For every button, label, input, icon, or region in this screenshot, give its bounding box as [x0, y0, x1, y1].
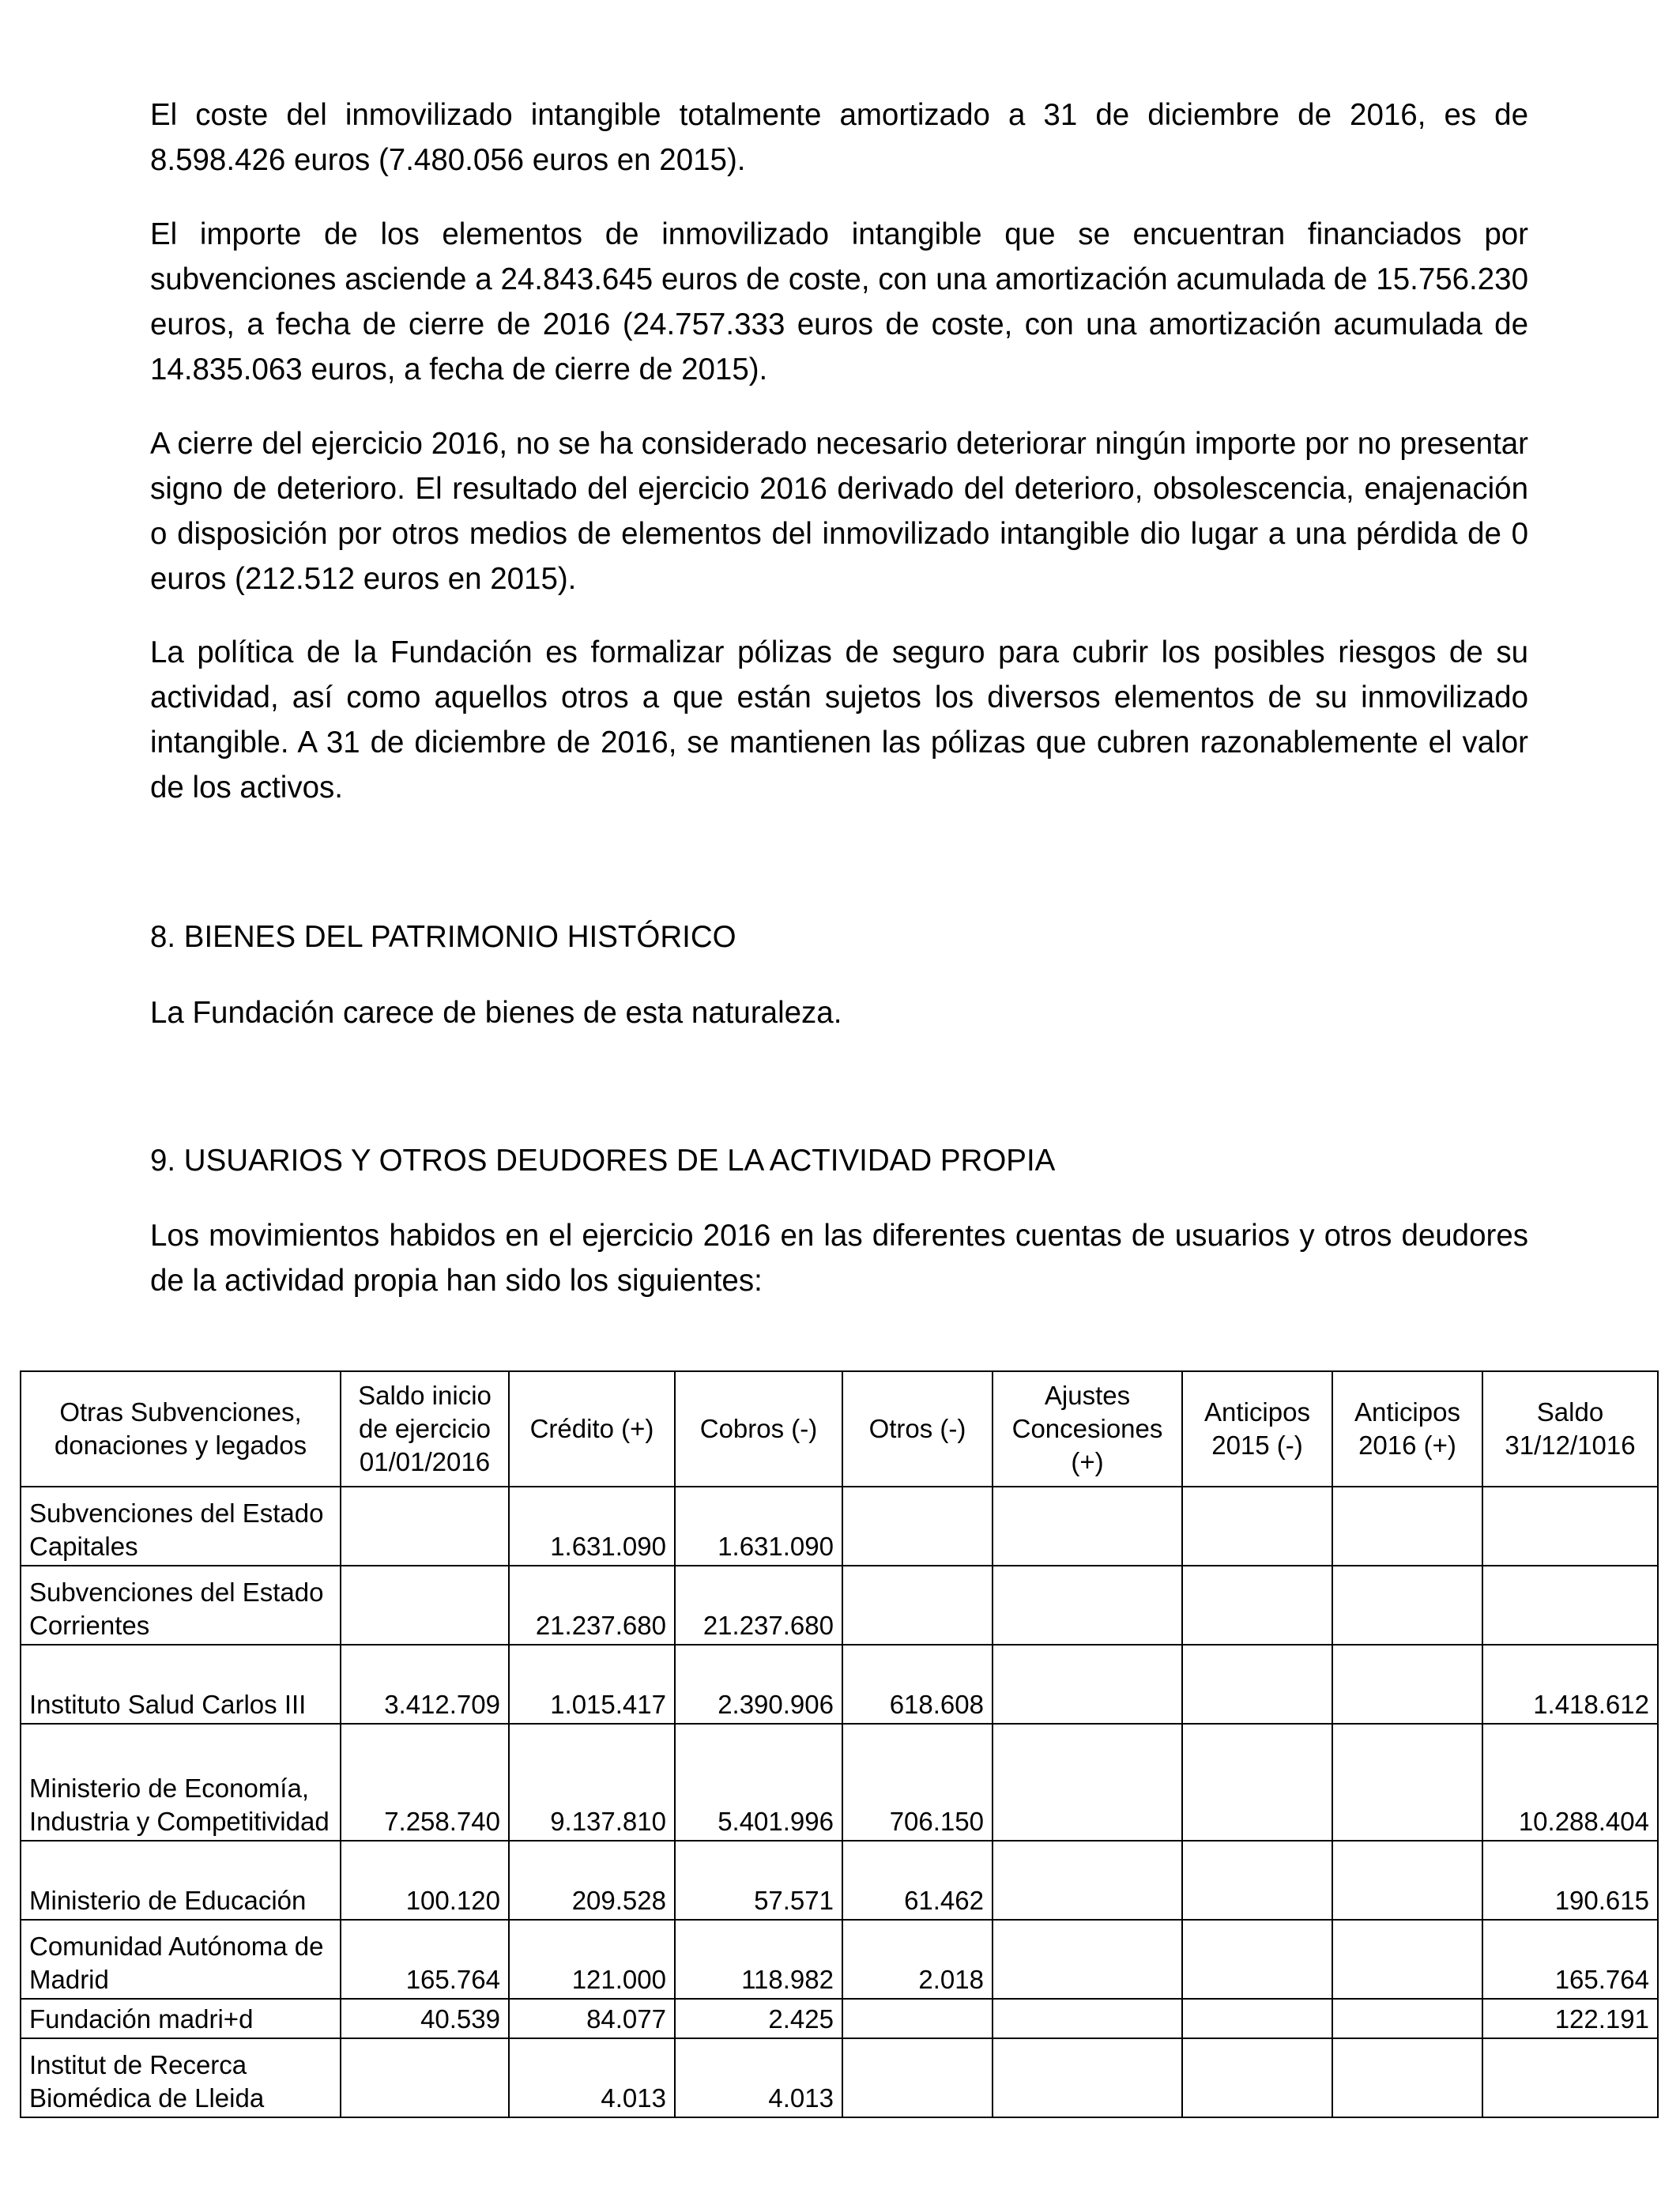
table-cell: [341, 1487, 509, 1566]
paragraph-subsidized-assets: [150, 212, 1528, 392]
paragraph-text: A cierre del ejercicio 2016, no se ha considerado necesario deteriorar ningún importe por no presentar signo de deterioro. El resultado del ejercicio 2016 derivado del deterioro, obsolescencia, enajenación o disposición por otros medios de elementos del inmovilizado intangible dio lugar a una pérdida de 0 euros (212.512 euros en 2015).: [150, 427, 1528, 596]
table-cell: [1182, 1566, 1332, 1645]
table-cell: 5.401.996: [675, 1724, 842, 1841]
table-cell: 21.237.680: [509, 1566, 675, 1645]
table-cell: 1.418.612: [1482, 1645, 1658, 1724]
table-row: [21, 1920, 1658, 1999]
table-cell: 706.150: [842, 1724, 993, 1841]
table-cell: [1332, 1724, 1482, 1841]
table-cell: [341, 1566, 509, 1645]
table-cell: [1182, 2038, 1332, 2117]
table-cell: 118.982: [675, 1920, 842, 1999]
table-cell: 4.013: [675, 2038, 842, 2117]
table-cell: [993, 1920, 1182, 1999]
table-row: [21, 2038, 1658, 2117]
table-cell: 84.077: [509, 1999, 675, 2038]
table-cell: 1.631.090: [509, 1487, 675, 1566]
debtors-movements-table: [20, 1370, 1659, 2118]
column-header: Ajustes Concesiones (+): [993, 1371, 1182, 1487]
table-cell: [1182, 1999, 1332, 2038]
row-label: Ministerio de Economía, Industria y Competitividad: [21, 1724, 341, 1841]
column-header: Anticipos 2015 (-): [1182, 1371, 1332, 1487]
table-cell: [1482, 2038, 1658, 2117]
table-cell: [341, 2038, 509, 2117]
table-cell: 21.237.680: [675, 1566, 842, 1645]
table-cell: [993, 1841, 1182, 1920]
row-label: Institut de Recerca Biomédica de Lleida: [21, 2038, 341, 2117]
table-cell: [1332, 1999, 1482, 2038]
table-cell: [993, 1566, 1182, 1645]
table-cell: 165.764: [341, 1920, 509, 1999]
table-cell: 618.608: [842, 1645, 993, 1724]
row-label: Ministerio de Educación: [21, 1841, 341, 1920]
table-cell: [1482, 1566, 1658, 1645]
table-cell: 121.000: [509, 1920, 675, 1999]
table-cell: 190.615: [1482, 1841, 1658, 1920]
table-cell: 165.764: [1482, 1920, 1658, 1999]
table-header-row: [21, 1371, 1658, 1487]
table-cell: 40.539: [341, 1999, 509, 2038]
table-cell: [993, 1999, 1182, 2038]
table-row: [21, 1724, 1658, 1841]
table-cell: 3.412.709: [341, 1645, 509, 1724]
table-cell: [1332, 1841, 1482, 1920]
column-header: Saldo 31/12/1016: [1482, 1371, 1658, 1487]
table-cell: [993, 1487, 1182, 1566]
heading-text: 8. BIENES DEL PATRIMONIO HISTÓRICO: [150, 920, 736, 954]
table-cell: 10.288.404: [1482, 1724, 1658, 1841]
paragraph-heritage-assets: [150, 990, 1528, 1035]
table-row: [21, 1645, 1658, 1724]
table-cell: [1182, 1487, 1332, 1566]
table-cell: [842, 2038, 993, 2117]
table-cell: [993, 1645, 1182, 1724]
table-cell: [1182, 1645, 1332, 1724]
table-cell: [1332, 1566, 1482, 1645]
table-cell: [1332, 2038, 1482, 2117]
column-header: Saldo inicio de ejercicio 01/01/2016: [341, 1371, 509, 1487]
table-cell: [1482, 1487, 1658, 1566]
paragraph-table-intro: [150, 1213, 1528, 1303]
table-cell: [842, 1566, 993, 1645]
row-label: Instituto Salud Carlos III: [21, 1645, 341, 1724]
table-cell: [842, 1999, 993, 2038]
table-row: [21, 1841, 1658, 1920]
column-header: Otras Subvenciones, donaciones y legados: [21, 1371, 341, 1487]
section-heading-9: [150, 1138, 1528, 1183]
table-cell: 209.528: [509, 1841, 675, 1920]
column-header: Crédito (+): [509, 1371, 675, 1487]
row-label: Subvenciones del Estado Capitales: [21, 1487, 341, 1566]
paragraph-amortized-cost: [150, 92, 1528, 183]
table-cell: 4.013: [509, 2038, 675, 2117]
table-cell: 122.191: [1482, 1999, 1658, 2038]
table-row: [21, 1487, 1658, 1566]
paragraph-text: Los movimientos habidos en el ejercicio 2016 en las diferentes cuentas de usuarios y otros deudores de la actividad propia han sido los siguientes:: [150, 1219, 1528, 1298]
column-header: Otros (-): [842, 1371, 993, 1487]
table-cell: [1332, 1487, 1482, 1566]
table-cell: [1182, 1920, 1332, 1999]
table-cell: [842, 1487, 993, 1566]
row-label: Subvenciones del Estado Corrientes: [21, 1566, 341, 1645]
table-cell: [993, 1724, 1182, 1841]
table-cell: 1.631.090: [675, 1487, 842, 1566]
table-cell: 2.390.906: [675, 1645, 842, 1724]
table-cell: 7.258.740: [341, 1724, 509, 1841]
paragraph-text: El coste del inmovilizado intangible totalmente amortizado a 31 de diciembre de 2016, es de 8.598.426 euros (7.480.056 euros en 2015).: [150, 98, 1528, 177]
table-cell: 2.425: [675, 1999, 842, 2038]
paragraph-text: La Fundación carece de bienes de esta naturaleza.: [150, 996, 842, 1030]
table-cell: [1332, 1645, 1482, 1724]
table-cell: [1182, 1724, 1332, 1841]
table-cell: 9.137.810: [509, 1724, 675, 1841]
row-label: Fundación madri+d: [21, 1999, 341, 2038]
paragraph-impairment: [150, 421, 1528, 601]
table-cell: 100.120: [341, 1841, 509, 1920]
table-row: [21, 1999, 1658, 2038]
paragraph-text: La política de la Fundación es formalizar pólizas de seguro para cubrir los posibles riesgos de su actividad, así como aquellos otros a que están sujetos los diversos elementos de su inmovilizado intangible. A 31 de diciembre de 2016, se mantienen las pólizas que cubren razonablemente el valor de los activos.: [150, 635, 1528, 805]
heading-text: 9. USUARIOS Y OTROS DEUDORES DE LA ACTIVIDAD PROPIA: [150, 1144, 1056, 1178]
column-header: Anticipos 2016 (+): [1332, 1371, 1482, 1487]
table-cell: [993, 2038, 1182, 2117]
table-row: [21, 1566, 1658, 1645]
table-cell: 57.571: [675, 1841, 842, 1920]
table-cell: 1.015.417: [509, 1645, 675, 1724]
paragraph-text: El importe de los elementos de inmovilizado intangible que se encuentran financiados por subvenciones asciende a 24.843.645 euros de coste, con una amortización acumulada de 15.756.230 euros, a fecha de cierre de 2016 (24.757.333 euros de coste, con una amortización acumulada de 14.835.063 euros, a fecha de cierre de 2015).: [150, 217, 1528, 386]
row-label: Comunidad Autónoma de Madrid: [21, 1920, 341, 1999]
column-header: Cobros (-): [675, 1371, 842, 1487]
table-cell: 2.018: [842, 1920, 993, 1999]
table-cell: [1182, 1841, 1332, 1920]
section-heading-8: [150, 914, 1528, 959]
table-cell: 61.462: [842, 1841, 993, 1920]
table-cell: [1332, 1920, 1482, 1999]
paragraph-insurance-policy: [150, 630, 1528, 810]
